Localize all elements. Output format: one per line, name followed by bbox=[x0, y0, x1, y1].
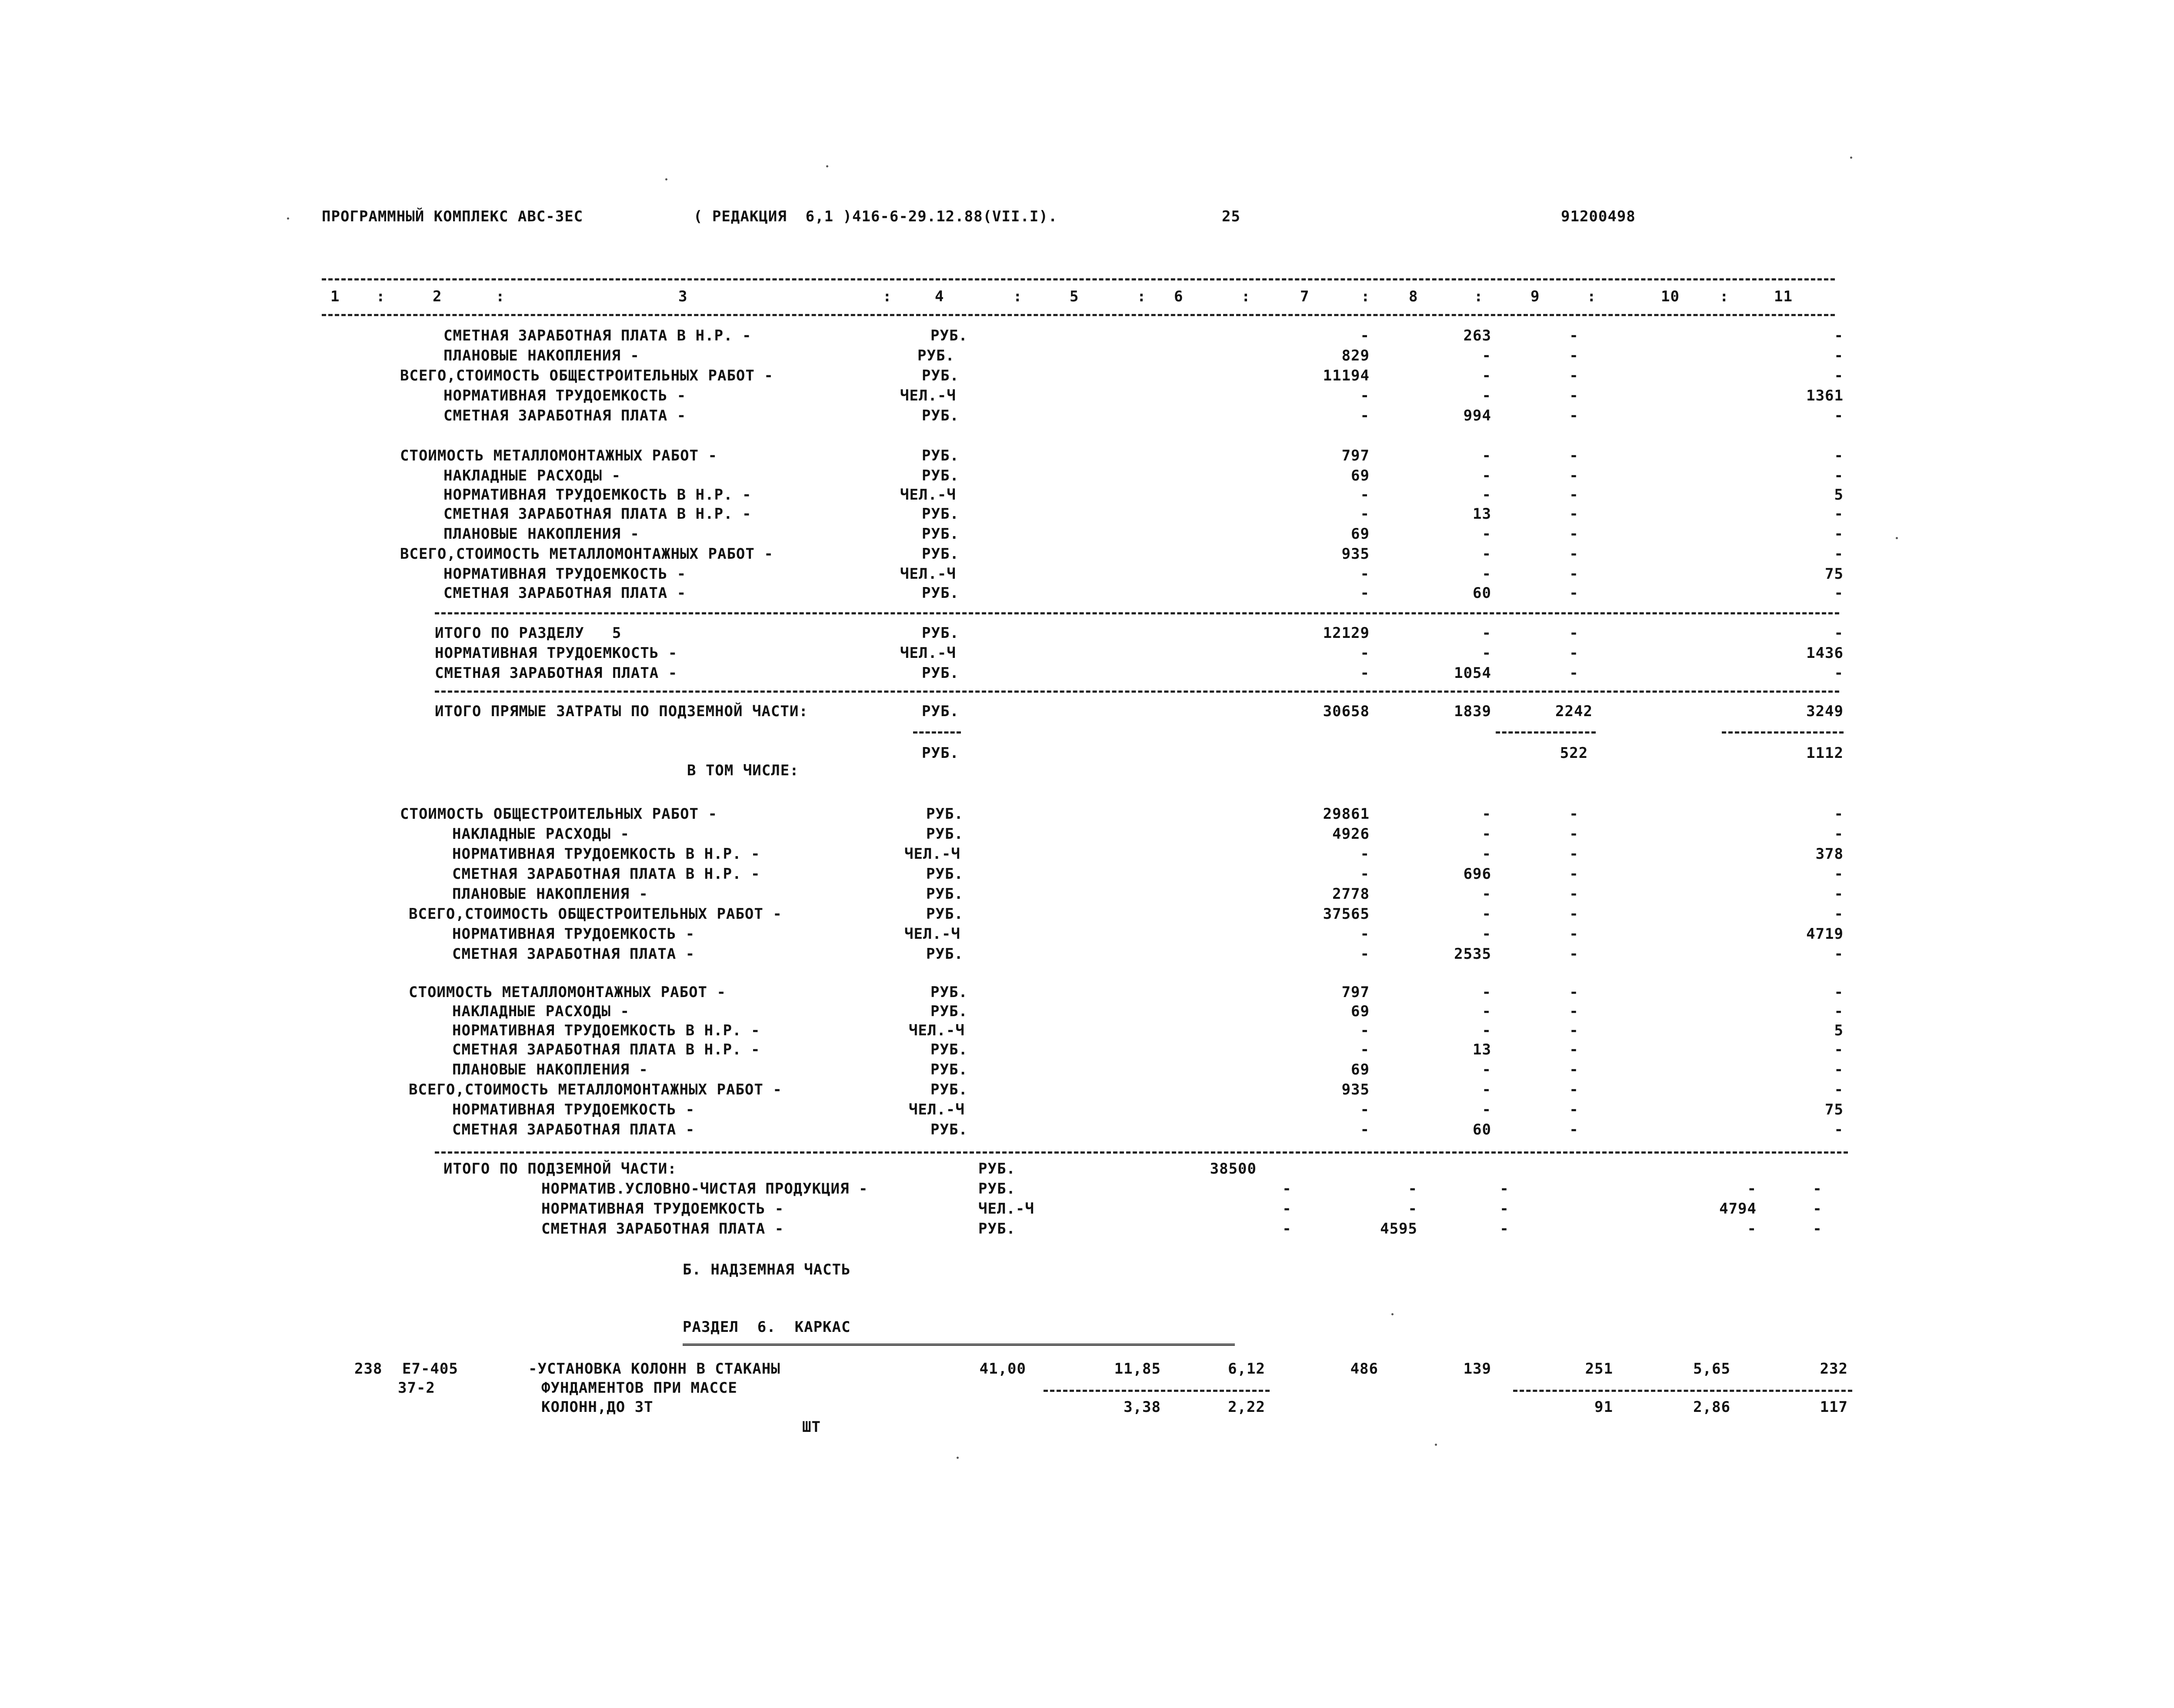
item-col5: 11,85 bbox=[1114, 1360, 1161, 1378]
row-col9: - bbox=[1569, 486, 1579, 504]
item-col7: 486 bbox=[1350, 1360, 1378, 1378]
row-label: ПЛАНОВЫЕ НАКОПЛЕНИЯ - bbox=[452, 1061, 648, 1078]
row-col7: 4926 bbox=[1332, 825, 1370, 843]
row-col7: 69 bbox=[1351, 467, 1370, 484]
row-col11: - bbox=[1834, 984, 1844, 1001]
row-label: ВСЕГО,СТОИМОСТЬ ОБЩЕСТРОИТЕЛЬНЫХ РАБОТ - bbox=[409, 905, 782, 923]
row-unit: РУБ. bbox=[922, 545, 959, 563]
scan-speck bbox=[1391, 1313, 1394, 1315]
item-line-1: -УСТАНОВКА КОЛОНН В СТАКАНЫ bbox=[528, 1360, 780, 1378]
row-col8: 13 bbox=[1473, 505, 1491, 523]
column-separator: : bbox=[496, 288, 505, 305]
row-unit: РУБ. bbox=[930, 1041, 968, 1058]
row-unit: РУБ. bbox=[922, 367, 959, 384]
row-col8: - bbox=[1482, 905, 1491, 923]
row-col7: - bbox=[1360, 1101, 1370, 1118]
scan-speck bbox=[957, 1457, 959, 1459]
underground-line-a: - bbox=[1282, 1220, 1292, 1238]
row-col11: - bbox=[1834, 1081, 1844, 1098]
row-label: СМЕТНАЯ ЗАРАБОТНАЯ ПЛАТА - bbox=[452, 945, 695, 963]
row-col11: - bbox=[1834, 545, 1844, 563]
edition-info: ( РЕДАКЦИЯ 6,1 )416-6-29.12.88(VII.I). bbox=[694, 208, 1058, 225]
row-col11: - bbox=[1834, 447, 1844, 464]
row-col7: 2778 bbox=[1332, 885, 1370, 903]
item-col8: 139 bbox=[1463, 1360, 1491, 1378]
section-rule-3 bbox=[435, 1151, 1848, 1154]
scan-speck bbox=[1850, 157, 1852, 159]
row-label: ВСЕГО,СТОИМОСТЬ ОБЩЕСТРОИТЕЛЬНЫХ РАБОТ - bbox=[400, 367, 774, 384]
underground-line-e: - bbox=[1813, 1220, 1822, 1238]
underground-line-c: - bbox=[1500, 1200, 1509, 1218]
row-col9: - bbox=[1569, 447, 1579, 464]
column-separator: : bbox=[1137, 288, 1147, 305]
row-col7: - bbox=[1360, 644, 1370, 662]
row-unit: РУБ. bbox=[926, 945, 964, 963]
row-label: СМЕТНАЯ ЗАРАБОТНАЯ ПЛАТА - bbox=[443, 584, 687, 602]
row-col7: 12129 bbox=[1323, 624, 1370, 642]
underground-line-unit: РУБ. bbox=[978, 1180, 1016, 1198]
row-col7: 797 bbox=[1341, 984, 1370, 1001]
row-col7: 829 bbox=[1341, 347, 1370, 364]
row-col9: - bbox=[1569, 624, 1579, 642]
row-col8: 263 bbox=[1463, 327, 1491, 344]
row-unit: РУБ. bbox=[930, 1081, 968, 1098]
row-col8: - bbox=[1482, 347, 1491, 364]
row-col7: - bbox=[1360, 845, 1370, 863]
part-b-title: Б. НАДЗЕМНАЯ ЧАСТЬ bbox=[683, 1261, 851, 1278]
row-col11: - bbox=[1834, 327, 1844, 344]
underground-line-e: - bbox=[1813, 1200, 1822, 1218]
item-code-1: Е7-405 bbox=[402, 1360, 458, 1378]
row-label: НОРМАТИВНАЯ ТРУДОЕМКОСТЬ В Н.Р. - bbox=[443, 486, 752, 504]
row-col8: - bbox=[1482, 885, 1491, 903]
item-line-2: ФУНДАМЕНТОВ ПРИ МАССЕ bbox=[541, 1379, 737, 1397]
item-sub-rule-2 bbox=[1513, 1390, 1852, 1392]
row-col9: - bbox=[1569, 1041, 1579, 1058]
row-col8: - bbox=[1482, 624, 1491, 642]
row-col9: - bbox=[1569, 905, 1579, 923]
underground-line-a: - bbox=[1282, 1180, 1292, 1198]
row-col8: 60 bbox=[1473, 1121, 1491, 1138]
row-col8: - bbox=[1482, 447, 1491, 464]
row-unit: РУБ. bbox=[926, 905, 964, 923]
row-col8: 696 bbox=[1463, 865, 1491, 883]
column-header-10: 10 bbox=[1661, 288, 1680, 305]
subtotal-dash-3 bbox=[1722, 731, 1844, 734]
row-col7: - bbox=[1360, 327, 1370, 344]
row-col9: - bbox=[1569, 1101, 1579, 1118]
underground-total-title: ИТОГО ПО ПОДЗЕМНОЙ ЧАСТИ: bbox=[443, 1160, 677, 1178]
row-label: НАКЛАДНЫЕ РАСХОДЫ - bbox=[452, 1003, 630, 1020]
row-label: ПЛАНОВЫЕ НАКОПЛЕНИЯ - bbox=[443, 347, 640, 364]
row-col7: 935 bbox=[1341, 545, 1370, 563]
header-bottom-rule bbox=[322, 314, 1835, 316]
row-col7: 69 bbox=[1351, 1061, 1370, 1078]
row-label: ПЛАНОВЫЕ НАКОПЛЕНИЯ - bbox=[452, 885, 648, 903]
row-unit: РУБ. bbox=[922, 584, 959, 602]
row-unit: ЧЕЛ.-Ч bbox=[900, 387, 956, 404]
underground-line-label: НОРМАТИВ.УСЛОВНО-ЧИСТАЯ ПРОДУКЦИЯ - bbox=[541, 1180, 868, 1198]
row-unit: ЧЕЛ.-Ч bbox=[904, 845, 960, 863]
item-col6-sub: 2,22 bbox=[1228, 1398, 1265, 1416]
row-col8: - bbox=[1482, 1022, 1491, 1039]
row-label: СТОИМОСТЬ МЕТАЛЛОМОНТАЖНЫХ РАБОТ - bbox=[400, 447, 717, 464]
column-separator: : bbox=[1241, 288, 1251, 305]
item-col11-sub: 117 bbox=[1820, 1398, 1848, 1416]
column-separator: : bbox=[1013, 288, 1023, 305]
row-col9: - bbox=[1569, 1061, 1579, 1078]
row-label: НОРМАТИВНАЯ ТРУДОЕМКОСТЬ В Н.Р. - bbox=[452, 845, 760, 863]
row-unit: РУБ. bbox=[922, 505, 959, 523]
row-col11: - bbox=[1834, 825, 1844, 843]
row-col9: - bbox=[1569, 984, 1579, 1001]
row-label: НОРМАТИВНАЯ ТРУДОЕМКОСТЬ - bbox=[452, 925, 695, 943]
row-col11: 3249 bbox=[1806, 703, 1844, 720]
row-col7: - bbox=[1360, 925, 1370, 943]
row-col9: - bbox=[1569, 565, 1579, 583]
item-col10: 5,65 bbox=[1693, 1360, 1731, 1378]
row-col9: - bbox=[1569, 845, 1579, 863]
column-header-5: 5 bbox=[1070, 288, 1079, 305]
item-col9-sub: 91 bbox=[1594, 1398, 1613, 1416]
scan-speck bbox=[826, 165, 828, 167]
row-col9: - bbox=[1569, 367, 1579, 384]
section-rule-2 bbox=[435, 691, 1839, 693]
item-line-3: КОЛОНН,ДО 3Т bbox=[541, 1398, 654, 1416]
row-col9: - bbox=[1569, 1121, 1579, 1138]
row-label: НОРМАТИВНАЯ ТРУДОЕМКОСТЬ - bbox=[435, 644, 678, 662]
program-title: ПРОГРАММНЫЙ КОМПЛЕКС АВС-3ЕС bbox=[322, 208, 584, 225]
row-col7: - bbox=[1360, 1041, 1370, 1058]
scan-speck bbox=[287, 217, 289, 220]
subtotal-dash-1 bbox=[913, 731, 961, 734]
row-unit: РУБ. bbox=[922, 447, 959, 464]
row-unit: ЧЕЛ.-Ч bbox=[909, 1022, 965, 1039]
item-code-2: 37-2 bbox=[398, 1379, 435, 1397]
row-label: НОРМАТИВНАЯ ТРУДОЕМКОСТЬ - bbox=[443, 387, 687, 404]
item-col5-sub: 3,38 bbox=[1124, 1398, 1161, 1416]
row-label: СМЕТНАЯ ЗАРАБОТНАЯ ПЛАТА - bbox=[435, 664, 678, 682]
row-col8: 13 bbox=[1473, 1041, 1491, 1058]
row-label: СМЕТНАЯ ЗАРАБОТНАЯ ПЛАТА - bbox=[452, 1121, 695, 1138]
row-col11: 5 bbox=[1834, 486, 1844, 504]
row-unit: РУБ. bbox=[930, 1003, 968, 1020]
row-col7: - bbox=[1360, 1121, 1370, 1138]
row-col7: 935 bbox=[1341, 1081, 1370, 1098]
underground-line-d: - bbox=[1747, 1180, 1757, 1198]
underground-line-b: - bbox=[1408, 1200, 1417, 1218]
row-label: ИТОГО ПО РАЗДЕЛУ 5 bbox=[435, 624, 622, 642]
row-col11: 378 bbox=[1815, 845, 1844, 863]
row-col8: - bbox=[1482, 925, 1491, 943]
row-col11: - bbox=[1834, 505, 1844, 523]
row-label: НАКЛАДНЫЕ РАСХОДЫ - bbox=[452, 825, 630, 843]
underground-line-unit: РУБ. bbox=[978, 1220, 1016, 1238]
underground-line-e: - bbox=[1813, 1180, 1822, 1198]
row-col9: - bbox=[1569, 407, 1579, 424]
row-col8: - bbox=[1482, 1003, 1491, 1020]
row-col7: 29861 bbox=[1323, 805, 1370, 823]
row-col8: - bbox=[1482, 984, 1491, 1001]
row-col11: - bbox=[1834, 1061, 1844, 1078]
row-col9: - bbox=[1569, 1003, 1579, 1020]
row-col7: - bbox=[1360, 565, 1370, 583]
underground-line-d: - bbox=[1747, 1220, 1757, 1238]
row-col11: - bbox=[1834, 624, 1844, 642]
underground-line-c: - bbox=[1500, 1220, 1509, 1238]
row-col11: 5 bbox=[1834, 1022, 1844, 1039]
row-col11: - bbox=[1834, 525, 1844, 543]
row-col8: - bbox=[1482, 565, 1491, 583]
row-unit: РУБ. bbox=[926, 825, 964, 843]
row-unit: РУБ. bbox=[922, 744, 959, 762]
row-col11: - bbox=[1834, 885, 1844, 903]
row-label: СМЕТНАЯ ЗАРАБОТНАЯ ПЛАТА В Н.Р. - bbox=[443, 327, 752, 344]
row-col7: - bbox=[1360, 407, 1370, 424]
row-col8: - bbox=[1482, 467, 1491, 484]
row-col9: - bbox=[1569, 945, 1579, 963]
row-unit: РУБ. bbox=[926, 885, 964, 903]
row-col9: - bbox=[1569, 545, 1579, 563]
column-separator: : bbox=[1361, 288, 1370, 305]
underground-line-label: НОРМАТИВНАЯ ТРУДОЕМКОСТЬ - bbox=[541, 1200, 784, 1218]
column-header-7: 7 bbox=[1300, 288, 1310, 305]
row-col9: - bbox=[1569, 525, 1579, 543]
underground-line-b: 4595 bbox=[1380, 1220, 1417, 1238]
underground-total-value: 38500 bbox=[1210, 1160, 1257, 1178]
row-col9: - bbox=[1569, 664, 1579, 682]
row-col11: - bbox=[1834, 367, 1844, 384]
scan-speck bbox=[1435, 1444, 1437, 1446]
row-col11: - bbox=[1834, 1003, 1844, 1020]
row-col8: - bbox=[1482, 387, 1491, 404]
item-col4: 41,00 bbox=[979, 1360, 1026, 1378]
row-col7: - bbox=[1360, 945, 1370, 963]
row-col9: - bbox=[1569, 825, 1579, 843]
row-unit: ЧЕЛ.-Ч bbox=[900, 644, 956, 662]
subtotal-dash-2 bbox=[1496, 731, 1596, 734]
row-col8: - bbox=[1482, 545, 1491, 563]
row-col7: 30658 bbox=[1323, 703, 1370, 720]
page-number: 25 bbox=[1222, 208, 1240, 225]
row-col8: - bbox=[1482, 486, 1491, 504]
row-col8: - bbox=[1482, 1101, 1491, 1118]
column-separator: : bbox=[883, 288, 892, 305]
row-col9: - bbox=[1569, 467, 1579, 484]
row-col11: - bbox=[1834, 584, 1844, 602]
row-label: НОРМАТИВНАЯ ТРУДОЕМКОСТЬ В Н.Р. - bbox=[452, 1022, 760, 1039]
row-col9: - bbox=[1569, 644, 1579, 662]
column-header-1: 1 bbox=[330, 288, 340, 305]
underground-line-a: - bbox=[1282, 1200, 1292, 1218]
row-col9: 2242 bbox=[1555, 703, 1593, 720]
row-unit: РУБ. bbox=[922, 703, 959, 720]
row-col7: 797 bbox=[1341, 447, 1370, 464]
scan-speck bbox=[1896, 537, 1898, 539]
row-label: НОРМАТИВНАЯ ТРУДОЕМКОСТЬ - bbox=[452, 1101, 695, 1118]
row-col11: - bbox=[1834, 945, 1844, 963]
row-label: СМЕТНАЯ ЗАРАБОТНАЯ ПЛАТА В Н.Р. - bbox=[443, 505, 752, 523]
row-col11: - bbox=[1834, 905, 1844, 923]
row-col7: - bbox=[1360, 1022, 1370, 1039]
row-col11: 75 bbox=[1825, 1101, 1844, 1118]
row-col11: - bbox=[1834, 805, 1844, 823]
item-number: 238 bbox=[354, 1360, 383, 1378]
row-unit: РУБ. bbox=[922, 407, 959, 424]
row-label: СМЕТНАЯ ЗАРАБОТНАЯ ПЛАТА В Н.Р. - bbox=[452, 865, 760, 883]
header-top-rule bbox=[322, 278, 1835, 280]
section-6-underline bbox=[683, 1344, 1235, 1346]
in-total-label: В ТОМ ЧИСЛЕ: bbox=[687, 762, 799, 779]
row-col7: 69 bbox=[1351, 1003, 1370, 1020]
column-header-2: 2 bbox=[433, 288, 442, 305]
row-unit: РУБ. bbox=[930, 1061, 968, 1078]
column-header-11: 11 bbox=[1774, 288, 1793, 305]
row-col9: - bbox=[1569, 327, 1579, 344]
row-col9: - bbox=[1569, 347, 1579, 364]
row-label: ПЛАНОВЫЕ НАКОПЛЕНИЯ - bbox=[443, 525, 640, 543]
row-label: ВСЕГО,СТОИМОСТЬ МЕТАЛЛОМОНТАЖНЫХ РАБОТ - bbox=[409, 1081, 782, 1098]
column-separator: : bbox=[1720, 288, 1729, 305]
row-col11: - bbox=[1834, 467, 1844, 484]
row-unit: РУБ. bbox=[922, 624, 959, 642]
scan-speck bbox=[665, 178, 667, 180]
column-separator: : bbox=[376, 288, 386, 305]
row-col11: 1112 bbox=[1806, 744, 1844, 762]
row-col9: - bbox=[1569, 925, 1579, 943]
row-col7: - bbox=[1360, 505, 1370, 523]
row-unit: ЧЕЛ.-Ч bbox=[904, 925, 960, 943]
row-col7: - bbox=[1360, 664, 1370, 682]
section-6-title: РАЗДЕЛ 6. КАРКАС bbox=[683, 1318, 851, 1336]
row-col11: - bbox=[1834, 1121, 1844, 1138]
underground-line-label: СМЕТНАЯ ЗАРАБОТНАЯ ПЛАТА - bbox=[541, 1220, 784, 1238]
underground-line-d: 4794 bbox=[1719, 1200, 1757, 1218]
column-separator: : bbox=[1474, 288, 1484, 305]
row-col7: 37565 bbox=[1323, 905, 1370, 923]
row-unit: РУБ. bbox=[917, 347, 955, 364]
row-col8: - bbox=[1482, 1081, 1491, 1098]
row-col8: 1839 bbox=[1454, 703, 1491, 720]
row-col7: 11194 bbox=[1323, 367, 1370, 384]
row-col11: - bbox=[1834, 407, 1844, 424]
row-col8: 2535 bbox=[1454, 945, 1491, 963]
underground-line-b: - bbox=[1408, 1180, 1417, 1198]
item-col10-sub: 2,86 bbox=[1693, 1398, 1731, 1416]
column-header-9: 9 bbox=[1530, 288, 1540, 305]
row-label: НОРМАТИВНАЯ ТРУДОЕМКОСТЬ - bbox=[443, 565, 687, 583]
row-col9: - bbox=[1569, 1022, 1579, 1039]
row-col11: - bbox=[1834, 347, 1844, 364]
row-col9: - bbox=[1569, 805, 1579, 823]
section-rule-1 bbox=[435, 612, 1839, 614]
row-unit: РУБ. bbox=[922, 525, 959, 543]
row-col9: - bbox=[1569, 1081, 1579, 1098]
row-col9: - bbox=[1569, 885, 1579, 903]
column-header-6: 6 bbox=[1174, 288, 1184, 305]
row-col11: - bbox=[1834, 1041, 1844, 1058]
underground-line-unit: ЧЕЛ.-Ч bbox=[978, 1200, 1034, 1218]
row-col8: - bbox=[1482, 845, 1491, 863]
row-label: СТОИМОСТЬ ОБЩЕСТРОИТЕЛЬНЫХ РАБОТ - bbox=[400, 805, 717, 823]
row-col7: - bbox=[1360, 486, 1370, 504]
document-code: 91200498 bbox=[1561, 208, 1636, 225]
column-separator: : bbox=[1587, 288, 1597, 305]
row-col9: - bbox=[1569, 505, 1579, 523]
row-unit: ЧЕЛ.-Ч bbox=[900, 486, 956, 504]
row-col9: - bbox=[1569, 387, 1579, 404]
row-col7: - bbox=[1360, 584, 1370, 602]
row-unit: ЧЕЛ.-Ч bbox=[900, 565, 956, 583]
item-col9: 251 bbox=[1585, 1360, 1613, 1378]
row-col8: - bbox=[1482, 805, 1491, 823]
row-col11: 1361 bbox=[1806, 387, 1844, 404]
row-col8: - bbox=[1482, 525, 1491, 543]
row-col9: 522 bbox=[1560, 744, 1588, 762]
row-col8: 1054 bbox=[1454, 664, 1491, 682]
row-col9: - bbox=[1569, 584, 1579, 602]
row-col8: - bbox=[1482, 825, 1491, 843]
row-col11: 1436 bbox=[1806, 644, 1844, 662]
row-label: СМЕТНАЯ ЗАРАБОТНАЯ ПЛАТА В Н.Р. - bbox=[452, 1041, 760, 1058]
item-col11: 232 bbox=[1820, 1360, 1848, 1378]
row-col11: - bbox=[1834, 865, 1844, 883]
row-unit: РУБ. bbox=[922, 467, 959, 484]
row-col7: - bbox=[1360, 865, 1370, 883]
row-unit: ЧЕЛ.-Ч bbox=[909, 1101, 965, 1118]
row-col7: - bbox=[1360, 387, 1370, 404]
row-col8: - bbox=[1482, 644, 1491, 662]
row-col8: - bbox=[1482, 367, 1491, 384]
row-col11: 4719 bbox=[1806, 925, 1844, 943]
item-sub-rule-1 bbox=[1044, 1390, 1270, 1392]
row-col9: - bbox=[1569, 865, 1579, 883]
row-unit: РУБ. bbox=[930, 984, 968, 1001]
row-label: ИТОГО ПРЯМЫЕ ЗАТРАТЫ ПО ПОДЗЕМНОЙ ЧАСТИ: bbox=[435, 703, 808, 720]
row-label: СТОИМОСТЬ МЕТАЛЛОМОНТАЖНЫХ РАБОТ - bbox=[409, 984, 726, 1001]
row-col8: - bbox=[1482, 1061, 1491, 1078]
row-col7: 69 bbox=[1351, 525, 1370, 543]
underground-total-unit: РУБ. bbox=[978, 1160, 1016, 1178]
row-label: СМЕТНАЯ ЗАРАБОТНАЯ ПЛАТА - bbox=[443, 407, 687, 424]
row-label: ВСЕГО,СТОИМОСТЬ МЕТАЛЛОМОНТАЖНЫХ РАБОТ - bbox=[400, 545, 774, 563]
underground-line-c: - bbox=[1500, 1180, 1509, 1198]
row-unit: РУБ. bbox=[926, 865, 964, 883]
item-col6: 6,12 bbox=[1228, 1360, 1265, 1378]
row-col11: 75 bbox=[1825, 565, 1844, 583]
row-col11: - bbox=[1834, 664, 1844, 682]
row-col8: 994 bbox=[1463, 407, 1491, 424]
row-unit: РУБ. bbox=[930, 1121, 968, 1138]
row-col8: 60 bbox=[1473, 584, 1491, 602]
row-unit: РУБ. bbox=[926, 805, 964, 823]
item-unit: ШТ bbox=[802, 1418, 821, 1436]
row-unit: РУБ. bbox=[930, 327, 968, 344]
row-unit: РУБ. bbox=[922, 664, 959, 682]
column-header-8: 8 bbox=[1409, 288, 1418, 305]
column-header-4: 4 bbox=[935, 288, 944, 305]
column-header-3: 3 bbox=[678, 288, 688, 305]
row-label: НАКЛАДНЫЕ РАСХОДЫ - bbox=[443, 467, 621, 484]
